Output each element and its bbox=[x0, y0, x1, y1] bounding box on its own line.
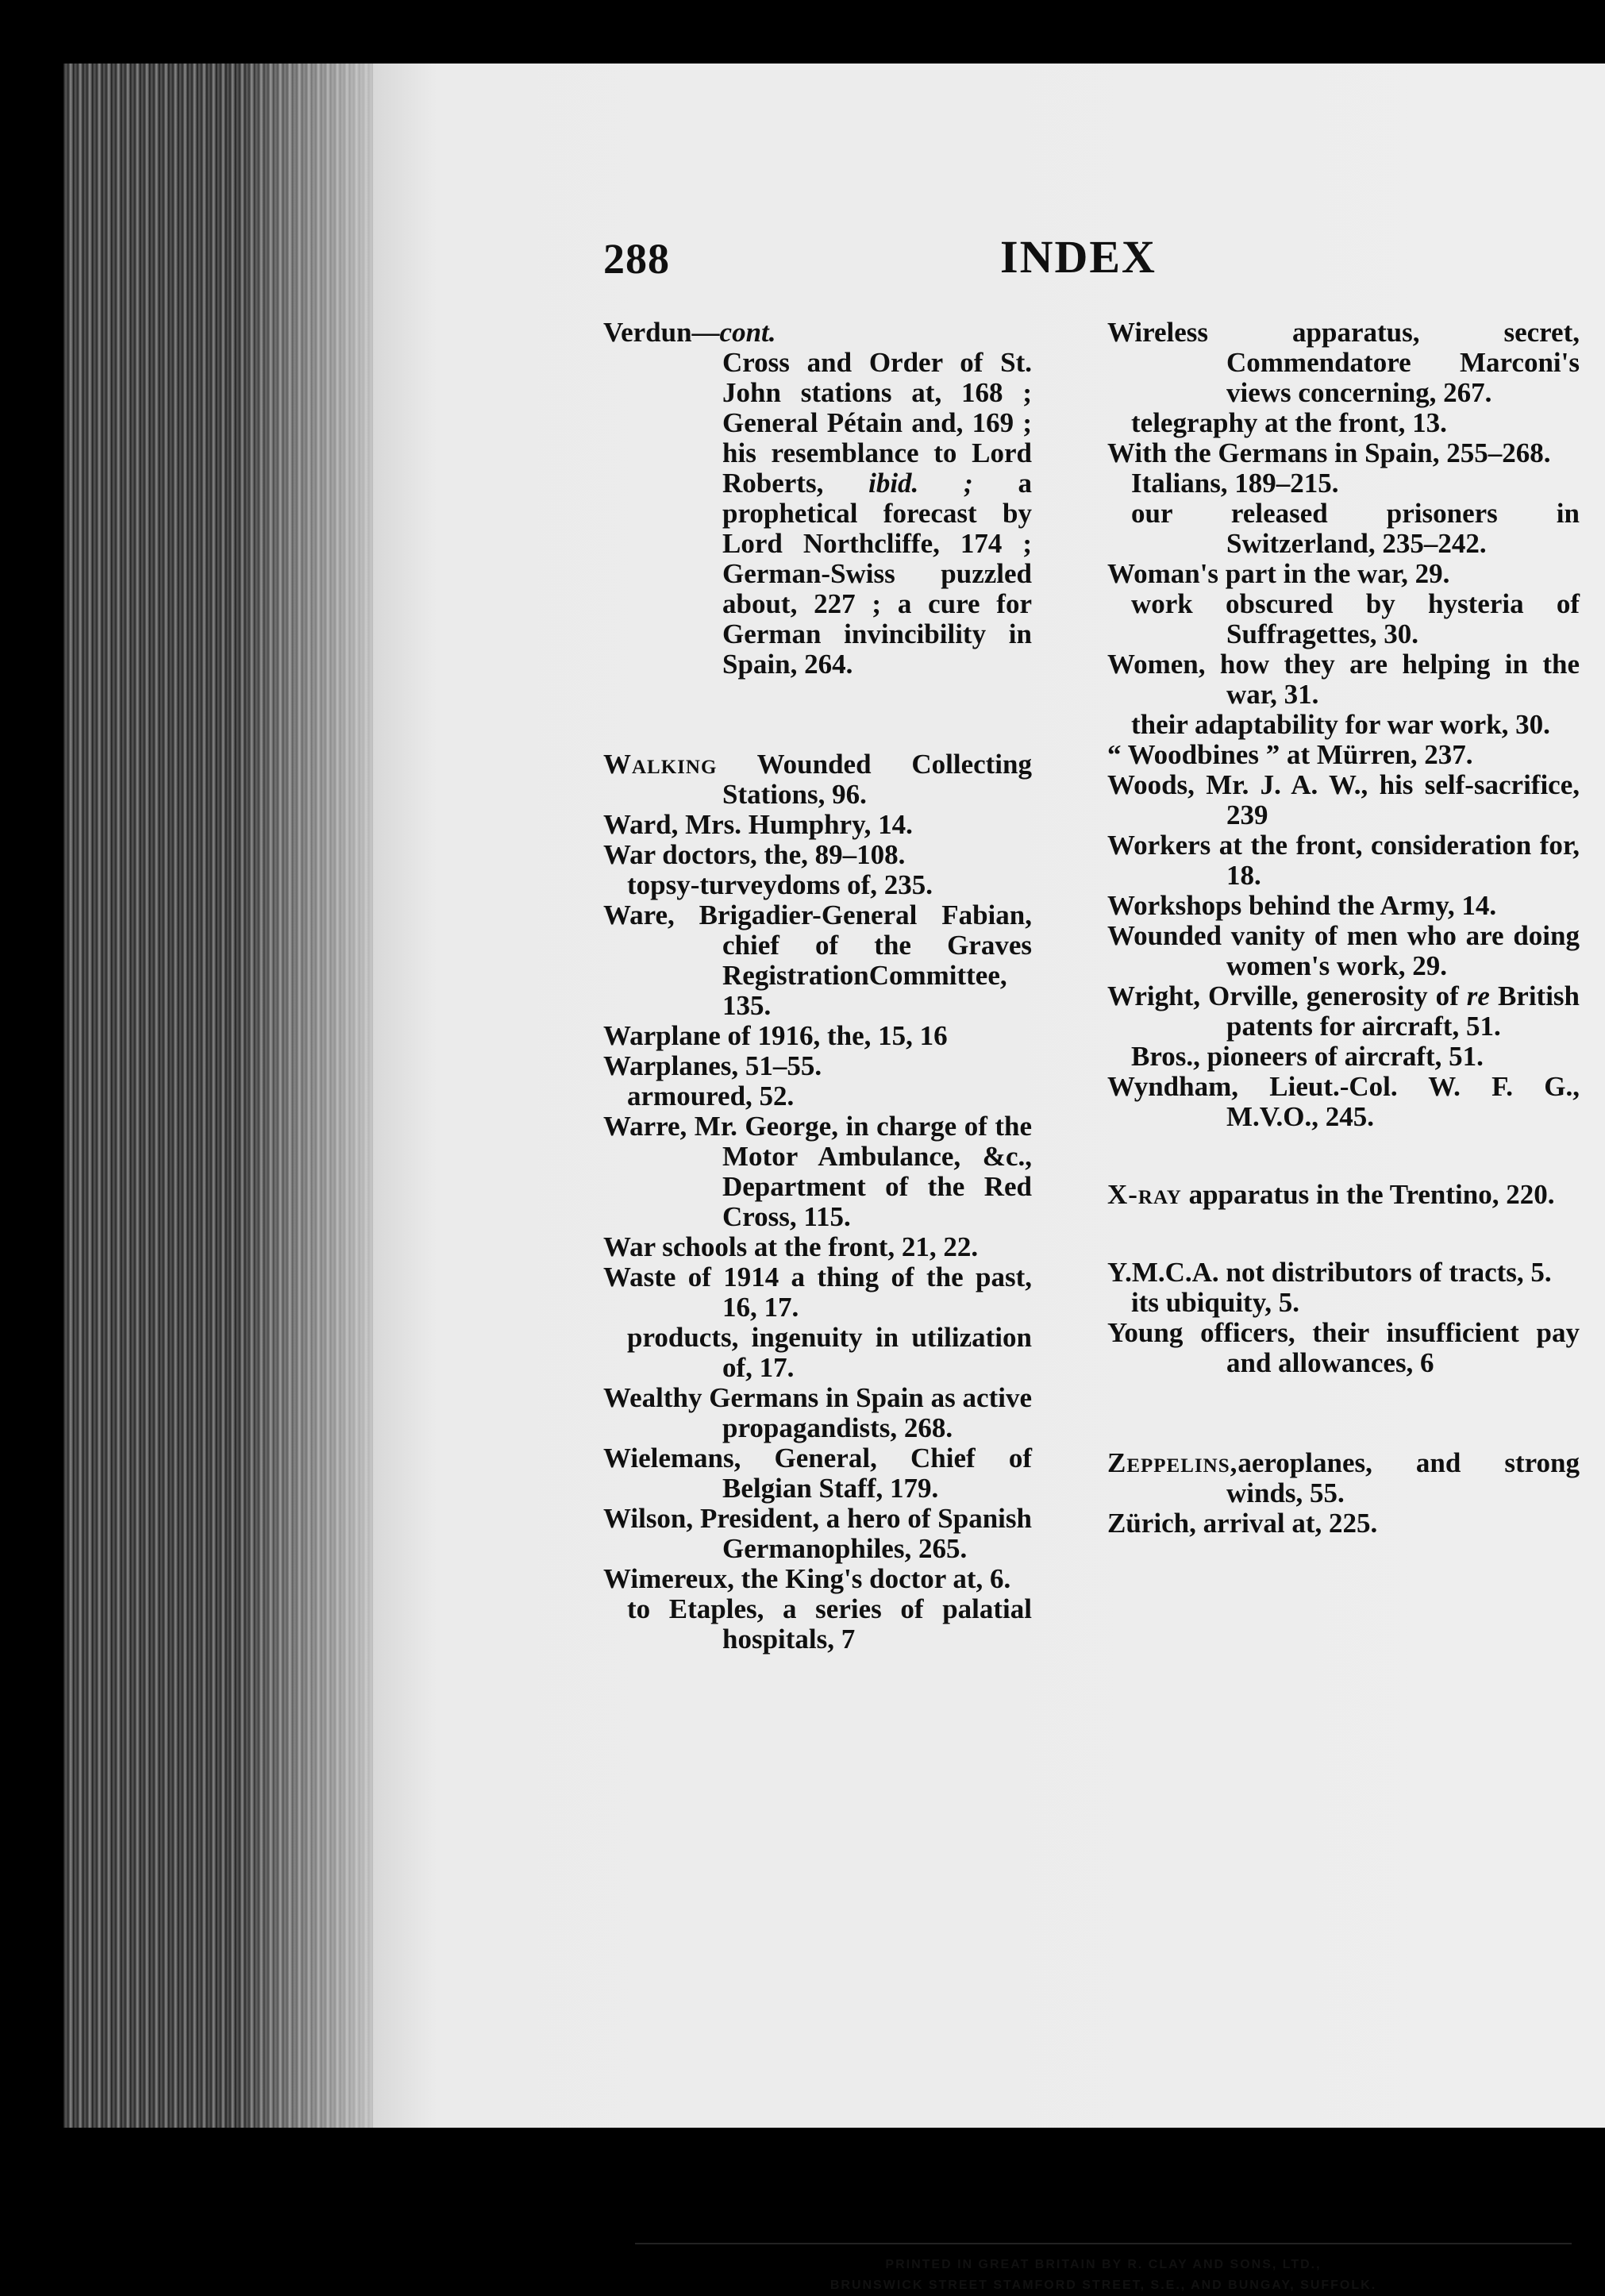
book-page-edge bbox=[64, 64, 397, 2128]
index-entry-war-doctors: War doctors, the, 89–108. bbox=[603, 839, 906, 870]
index-entry-ware: Ware, Brigadier-General Fabian, chief of the Graves RegistrationCommittee, 135. bbox=[603, 900, 1032, 1021]
index-subentry-released: our released prisoners in Switzerland, 235–242. bbox=[1131, 498, 1580, 559]
index-entry-warplanes: Warplanes, 51–55. bbox=[603, 1050, 822, 1081]
index-subentry-work-obscured: work obscured by hysteria of Suffragettes, 30. bbox=[1131, 588, 1580, 649]
index-subentry-italians: Italians, 189–215. bbox=[1131, 468, 1339, 499]
index-entry-verdun-body bbox=[603, 348, 1032, 680]
index-entry-with-germans: With the Germans in Spain, 255–268. bbox=[1107, 437, 1551, 468]
wright-re: re bbox=[1466, 980, 1490, 1011]
index-entry-young-officers: Young officers, their insufficient pay and allowances, 6 bbox=[1107, 1317, 1580, 1378]
index-entry-ward: Ward, Mrs. Humphry, 14. bbox=[603, 809, 913, 840]
running-head: INDEX bbox=[1000, 231, 1157, 283]
index-subentry-telegraphy: telegraphy at the front, 13. bbox=[1131, 407, 1447, 438]
index-entry-verdun-head bbox=[603, 318, 1032, 348]
imprint-line-1: PRINTED IN GREAT BRITAIN BY R. CLAY AND SONS, LTD., bbox=[885, 2258, 1322, 2271]
index-page bbox=[373, 64, 1605, 2292]
index-entry-woods: Woods, Mr. J. A. W., his self-sacrifice, 239 bbox=[1107, 769, 1580, 830]
index-entry-ymca: Y.M.C.A. not distributors of tracts, 5. bbox=[1107, 1257, 1552, 1288]
verdun-ibid: ibid. ; bbox=[868, 468, 973, 499]
index-entry-warre: Warre, Mr. George, in charge of the Motor Ambulance, &c., Department of the Red Cross, 115. bbox=[603, 1111, 1032, 1232]
index-entry-wyndham: Wyndham, Lieut.-Col. W. F. G., M.V.O., 245. bbox=[1107, 1071, 1580, 1132]
index-column-left bbox=[603, 318, 1032, 1655]
index-entry-war-schools: War schools at the front, 21, 22. bbox=[603, 1231, 979, 1262]
index-entry-woodbines: “ Woodbines ” at Mürren, 237. bbox=[1107, 739, 1473, 770]
xray-small-caps: X-ray bbox=[1107, 1179, 1182, 1210]
walking-rest: Wounded Collecting Stations, 96. bbox=[722, 749, 1033, 810]
index-entry-wilson: Wilson, President, a hero of Spanish Germanophiles, 265. bbox=[603, 1503, 1032, 1564]
zeppelins-rest: aeroplanes, and strong winds, 55. bbox=[1226, 1447, 1580, 1508]
wright-head: Wright, Orville, generosity of bbox=[1107, 980, 1459, 1011]
imprint-line-2: BRUNSWICK STREET STAMFORD STREET, S.E., AND BUNGAY, SUFFOLK. bbox=[829, 2279, 1377, 2292]
verdun-body-1: Cross and Order of St. John stations at, 168 ; General Pétain and, 169 ; his resemblance to Lord Roberts, bbox=[722, 347, 1032, 499]
printer-imprint bbox=[635, 2255, 1572, 2296]
index-column-right bbox=[1107, 318, 1580, 1539]
wright-tail: British patents for aircraft, 51. bbox=[1226, 980, 1580, 1042]
index-entry-wireless: Wireless apparatus, secret, Commendatore Marconi's views concerning, 267. bbox=[1107, 317, 1580, 408]
index-entry-xray bbox=[1107, 1180, 1580, 1210]
index-entry-waste: Waste of 1914 a thing of the past, 16, 17. bbox=[603, 1262, 1032, 1323]
index-entry-workshops: Workshops behind the Army, 14. bbox=[1107, 890, 1497, 921]
index-entry-women: Women, how they are helping in the war, 31. bbox=[1107, 649, 1580, 710]
index-entry-wealthy: Wealthy Germans in Spain as active propagandists, 268. bbox=[603, 1382, 1032, 1443]
index-entry-zeppelins bbox=[1107, 1448, 1580, 1508]
page-number: 288 bbox=[603, 235, 670, 283]
index-subentry-etaples: to Etaples, a series of palatial hospitals, 7 bbox=[627, 1593, 1032, 1655]
index-subentry-ubiquity: its ubiquity, 5. bbox=[1131, 1287, 1300, 1318]
index-entry-walking bbox=[603, 749, 1032, 810]
index-entry-wright bbox=[1107, 981, 1580, 1042]
index-subentry-bros: Bros., pioneers of aircraft, 51. bbox=[1131, 1041, 1484, 1072]
index-entry-wounded: Wounded vanity of men who are doing women's work, 29. bbox=[1107, 920, 1580, 981]
index-entry-workers: Workers at the front, consideration for, 18. bbox=[1107, 830, 1580, 891]
walking-small-caps: Walking bbox=[603, 749, 718, 780]
verdun-head: Verdun— bbox=[603, 317, 720, 348]
xray-rest: apparatus in the Trentino, 220. bbox=[1188, 1179, 1555, 1210]
index-subentry-topsy: topsy-turveydoms of, 235. bbox=[627, 869, 933, 900]
index-entry-zurich: Zürich, arrival at, 225. bbox=[1107, 1508, 1378, 1539]
verdun-cont: cont. bbox=[719, 317, 776, 348]
index-entry-warplane-1916: Warplane of 1916, the, 15, 16 bbox=[603, 1020, 948, 1051]
verdun-body-2: a prophetical forecast by Lord Northcliffe, 174 ; German-Swiss puzzled about, 227 ; a cure for German invincibility in Spain, 264. bbox=[722, 468, 1032, 680]
index-entry-womans-part: Woman's part in the war, 29. bbox=[1107, 558, 1450, 589]
zeppelins-small-caps: Zeppelins, bbox=[1107, 1447, 1238, 1478]
index-subentry-adaptability: their adaptability for war work, 30. bbox=[1131, 709, 1550, 740]
index-subentry-armoured: armoured, 52. bbox=[627, 1081, 795, 1111]
index-entry-wielemans: Wielemans, General, Chief of Belgian Staff, 179. bbox=[603, 1443, 1032, 1504]
index-subentry-products: products, ingenuity in utilization of, 17. bbox=[627, 1322, 1032, 1383]
index-entry-wimereux: Wimereux, the King's doctor at, 6. bbox=[603, 1563, 1011, 1594]
footer-rule bbox=[635, 2243, 1572, 2244]
